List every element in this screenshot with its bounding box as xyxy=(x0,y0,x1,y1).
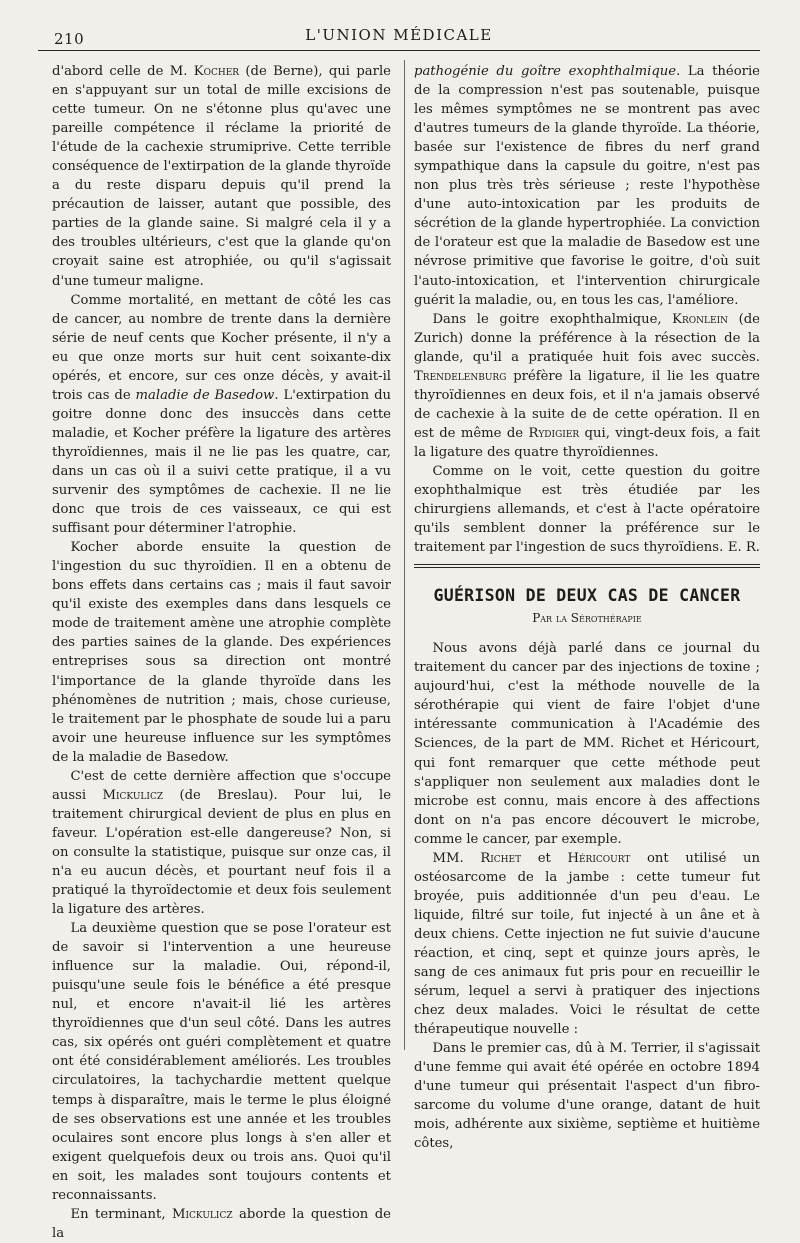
page-header xyxy=(38,22,760,51)
right-column xyxy=(414,62,760,1153)
author-name: Rydigier xyxy=(528,425,580,441)
italic-term: pathogénie du goître exophthalmique xyxy=(414,64,677,79)
paragraph: Dans le premier cas, dû à M. Terrier, il s'agissait d'une femme qui avait été opérée en octobre 1894 d'une tumeur qui présentait l'aspect d'un fibro-sarcome du volume d'une orange, datant de huit mois, adhérente aux sixième, septième et huitième côtes, xyxy=(414,1041,760,1152)
article-separator xyxy=(414,564,760,568)
article-title: GUÉRISON DE DEUX CAS DE CANCER xyxy=(433,586,741,606)
text-run: ont utilisé un ostéosarcome de la jambe : cette tumeur fut broyée, puis additionnée d'un peu d'eau. Le liquide, filtré sur toile, fut injecté à un âne et à deux chiens. Cette injection ne fut suivie d'aucune réaction, et cinq, sept et quinze jours après, le sang de ces animaux fut pris pour en recueillir le sérum, lequel a servi à pratiquer des injections chez deux malades. Voici le résultat de cette thérapeutique nouvelle : xyxy=(414,850,761,1038)
author-signature: E. R. xyxy=(727,540,760,556)
author-name: Richet xyxy=(480,850,522,866)
paragraph: Nous avons déjà parlé dans ce journal du traitement du cancer par des injections de toxine ; aujourd'hui, c'est la méthode nouvelle de la sérothérapie qui vient de faire l'objet d'une intéressante communication à l'Académie des Sciences, de la part de MM. Richet et Héricourt, qui font remarquer que cette méthode peut s'appliquer non seulement aux maladies dont le microbe est connu, mais encore à des affections dont on n'a pas encore découvert le microbe, comme le cancer, par exemple. xyxy=(414,641,760,847)
text-run: MM. xyxy=(432,850,481,866)
paragraph xyxy=(414,462,760,557)
text-run: Comme mortalité, en mettant de côté les cas de cancer, au nombre de trente dans la dernière série de neuf cents que Kocher présente, il n'y a eu que onze morts sur huit cent soixante-dix opérés, et encore, sur ces onze décès, y avait-il trois cas de xyxy=(52,292,391,403)
paragraph: La deuxième question que se pose l'orateur est de savoir si l'intervention a une heureuse influence sur la maladie. Oui, répond-il, puisqu'une seule fois le bénéfice a été presque nul, et encore n'avait-il lié les artères thyroïdiennes que d'un seul côté. Dans les autres cas, six opérés ont guéri complètement et quatre ont été considérablement améliorés. Les troubles circulatoires, la tachychardie mettent quelque temps à disparaître, mais le terme le plus éloigné de ses observations est une année et les troubles oculaires sont encore plus longs à s'en aller et exigent quelquefois deux ou trois ans. Quoi qu'il en soit, les malades sont toujours contents et reconnaissants. xyxy=(52,921,391,1203)
page-number: 210 xyxy=(54,30,85,48)
author-name: Mickulicz xyxy=(171,1206,233,1222)
author-name: Héricourt xyxy=(567,850,631,866)
paragraph xyxy=(52,62,391,291)
running-title: L'UNION MÉDICALE xyxy=(305,26,493,44)
text-run: C'est de cette dernière affection que s'occupe aussi xyxy=(52,768,391,803)
left-column xyxy=(52,62,391,1243)
author-name: Kocher xyxy=(193,64,240,79)
paragraph xyxy=(52,291,391,539)
text-run: Dans le goitre exophthalmique, xyxy=(432,311,673,327)
column-divider xyxy=(404,60,405,1050)
text-run: (de Breslau). Pour lui, le traitement chirurgical devient de plus en plus en faveur. L'opération est-elle dangereuse? Non, si on consulte la statistique, puisque sur onze cas, il n'a eu aucun décès, et pourtant neuf fois il a pratiqué la thyroïdectomie et deux fois seulement la ligature des artères. xyxy=(52,787,391,918)
paragraph xyxy=(414,310,760,462)
paragraph xyxy=(52,1205,391,1243)
author-name: Mickulicz xyxy=(102,787,164,803)
text-run: (de Berne), qui parle en s'appuyant sur un total de mille excisions de cette tumeur. On ne s'étonne plus qu'avec une pareille compétence il réclame la priorité de l'étude de la cachexie strumiprive. Cette terrible conséquence de l'extirpation de la glande thyroïde a du reste disparu depuis qu'il prend la précaution de laisser, autant que possible, des parties de la glande saine. Si malgré cela il y a des troubles ultérieurs, c'est que la glande qu'on croyait saine est atrophiée, ou qu'il s'agissait d'une tumeur maligne. xyxy=(52,64,391,289)
author-name: Kronlein xyxy=(672,311,729,327)
text-run: aborde la question de la xyxy=(52,1206,391,1241)
text-run: . La théorie de la compression n'est pas soutenable, puisque les mêmes symptômes ne se montrent pas avec d'autres tumeurs de la glande thyroïde. La théorie, basée sur l'existence de fibres du nerf grand sympathique dans la capsule du goitre, n'est pas non plus très très sérieuse ; reste l'hypothèse d'une auto-intoxication par les produits de sécrétion de la glande hypertrophiée. La conviction de l'orateur est que la maladie de Basedow est une névrose primitive que favorise le goitre, d'où suit l'auto-intoxication, et l'intervention chirurgicale guérit la maladie, ou, en tous les cas, l'améliore. xyxy=(414,64,760,308)
text-run: qui, vingt-deux fois, a fait la ligature des quatre thyroïdiennes. xyxy=(414,425,760,460)
text-run: préfère la ligature, il lie les quatre thyroïdiennes en deux fois, et il n'a jamais observé de cachexie à la suite de de cette opération. Il en est de même de xyxy=(414,368,760,441)
text-run: et xyxy=(521,850,568,866)
article-subtitle: Par la Sérothérapie xyxy=(532,611,642,626)
author-name: Trendelenburg xyxy=(414,368,507,384)
paragraph xyxy=(52,767,391,919)
text-run: En terminant, xyxy=(70,1206,172,1222)
text-run: Comme on le voit, cette question du goitre exophthalmique est très étudiée par les chirurgiens allemands, et c'est à l'acte opératoire qu'ils semblent donner la préférence sur le traitement par l'ingestion de sucs thyroïdiens. xyxy=(414,463,760,556)
paragraph xyxy=(414,62,760,310)
text-run: d'abord celle de M. xyxy=(52,64,194,79)
paragraph xyxy=(414,849,760,1039)
text-run: . L'extirpation du goitre donne donc des insuccès dans cette maladie, et Kocher préfère la ligature des artères thyroïdiennes, mais il ne lie pas les quatre, car, dans un cas où il a suivi cette pratique, il a vu survenir des symptômes de cachexie. Il ne lie donc que trois de ces vaisseaux, ce qui est suffisant pour déterminer l'atrophie. xyxy=(52,387,392,537)
italic-term: maladie de Basedow xyxy=(135,387,275,403)
text-run: (de Zurich) donne la préférence à la résection de la glande, qu'il a pratiquée huit fois avec succès. xyxy=(414,311,760,365)
paragraph: Kocher aborde ensuite la question de l'ingestion du suc thyroïdien. Il en a obtenu de bons effets dans certains cas ; mais il faut savoir qu'il existe des exemples dans dans lesquels ce mode de traitement amène une atrophie complète des parties saines de la glande. Des expériences entreprises sous sa direction ont montré l'importance de la glande thyroïde dans les phénomènes de nutrition ; mais, chose curieuse, le traitement par le phosphate de soude lui a paru avoir une heureuse influence sur les symptômes de la maladie de Basedow. xyxy=(52,540,391,765)
